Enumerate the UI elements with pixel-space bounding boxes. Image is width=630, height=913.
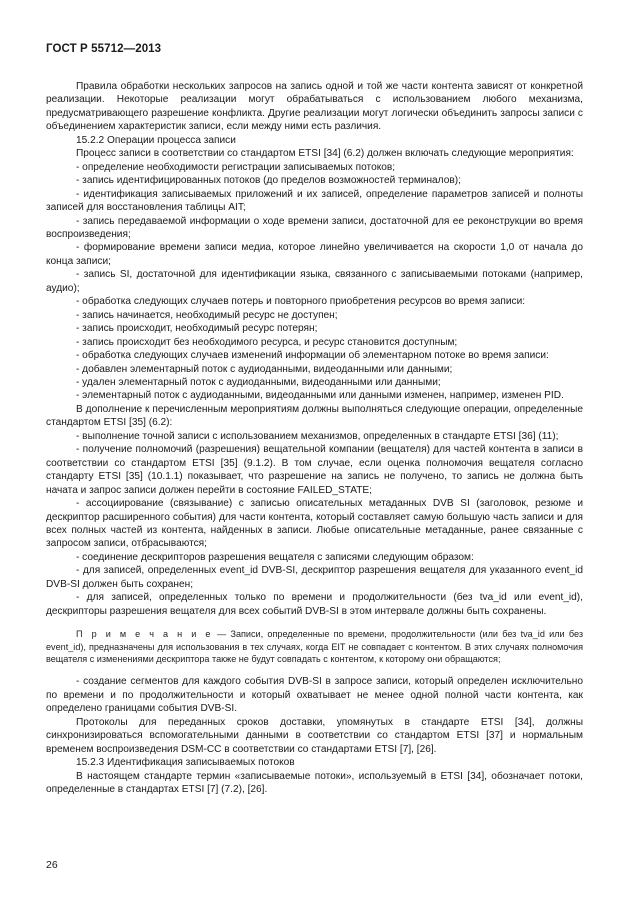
list-item: - получение полномочий (разрешения) вещательной компании (вещателя) для частей контента в записи в соответствии со стандартом ETSI [35] (9.1.2). В том случае, если оценка полномочия вещателя согласно стандарту ETSI [35] (10.1.1) показывает, что разрешение на запись не получено, то запись не должна быть начата и запрос записи должен перейти в состояние FAILED_STATE; bbox=[46, 444, 583, 496]
list-item: - для записей, определенных только по времени и продолжительности (без tva_id или event_id), дескрипторы разрешения вещателя для всех событий DVB-SI в этом интервале должны быть сохранены. bbox=[46, 592, 583, 617]
list-item: - запись передаваемой информации о ходе времени записи, достаточной для ее реконструкции во время воспроизведения; bbox=[46, 215, 583, 240]
list-item: - формирование времени записи медиа, которое линейно увеличивается на скорости 1,0 от начала до конца записи; bbox=[46, 242, 583, 267]
paragraph: Процесс записи в соответствии со стандартом ETSI [34] (6.2) должен включать следующие мероприятия: bbox=[76, 148, 574, 160]
running-header: ГОСТ Р 55712—2013 bbox=[46, 43, 162, 55]
list-item: - запись идентифицированных потоков (до пределов возможностей терминалов); bbox=[76, 175, 461, 187]
list-item: - запись SI, достаточной для идентификации языка, связанного с записываемыми потоками (например, аудио); bbox=[46, 269, 583, 294]
list-item: - идентификация записываемых приложений и их записей, определение параметров записей и полноты записей для восстановления таблицы AIT; bbox=[46, 188, 583, 214]
list-item: - удален элементарный поток с аудиоданными, видеоданными или данными; bbox=[76, 376, 441, 388]
paragraph-list bbox=[46, 80, 583, 618]
list-item: - обработка следующих случаев потерь и повторного приобретения ресурсов во время записи: bbox=[76, 296, 526, 308]
list-item: - определение необходимости регистрации записываемых потоков; bbox=[76, 161, 396, 173]
list-item: - обработка следующих случаев изменений информации об элементарном потоке во время записи: bbox=[76, 350, 549, 362]
paragraph-list-after-note bbox=[46, 675, 583, 796]
list-item: - ассоциирование (связывание) с записью описательных метаданных DVB SI (заголовок, резюме и дескриптор расширенного события) для части контента, который составляет самую большую часть записи и для всех полных частей из контента, найденных в записи. Любые описательные метаданные, ранее связанные с запросом записи, отбрасываются; bbox=[46, 498, 583, 550]
note-text: — Записи, определенные по времени, продолжительности (или без tva_id или без event_id), предназначены для использования в тех случаях, когда EIT не совпадает с контентом. В этих случаях полномочия вещателя с изменениями дескриптора также не будут совпадать с контентом, к которому они обращаются; bbox=[46, 629, 583, 664]
paragraph: Протоколы для переданных сроков доставки, упомянутых в стандарте ETSI [34], должны синхронизироваться вспомогательными данными в соответствии со стандартом ETSI [37] и нормальным временем воспроизведения DSM-CC в соответствии со стандартами ETSI [7], [26]. bbox=[46, 716, 583, 755]
list-item: - создание сегментов для каждого события DVB-SI в запросе записи, который определен исключительно по времени и по продолжительности и который охватывает не менее одной полной части контента, как определено границами события DVB-SI. bbox=[46, 676, 583, 715]
list-item: - соединение дескрипторов разрешения вещателя с записями следующим образом: bbox=[76, 551, 474, 563]
paragraph: Правила обработки нескольких запросов на запись одной и той же части контента зависят от конкретной реализации. Некоторые реализации могут обрабатываться с использованием любого механизма, предусматривающего разрешение конфликта. Другие реализации могут логически объединить запросы записи с объединением характеристик записи, если между ними есть различия. bbox=[46, 81, 583, 133]
list-item: - для записей, определенных event_id DVB-SI, дескриптор разрешения вещателя для указанного event_id DVB-SI должен быть сохранен; bbox=[46, 565, 583, 590]
paragraph: В настоящем стандарте термин «записываемые потоки», используемый в ETSI [34], обозначает потоки, определенные в стандартах ETSI [7] (7.2), [26]. bbox=[46, 770, 583, 795]
section-heading: 15.2.3 Идентификация записываемых потоков bbox=[76, 757, 295, 769]
note-paragraph bbox=[46, 628, 583, 665]
page-body bbox=[46, 80, 583, 796]
list-item: - выполнение точной записи с использованием механизмов, определенных в стандарте ETSI [36] (11); bbox=[76, 430, 559, 442]
note-label: П р и м е ч а н и е bbox=[76, 629, 213, 640]
list-item: - запись происходит, необходимый ресурс потерян; bbox=[76, 323, 318, 335]
section-heading: 15.2.2 Операции процесса записи bbox=[76, 134, 236, 146]
list-item: - добавлен элементарный поток с аудиоданными, видеоданными или данными; bbox=[76, 363, 453, 375]
page-number: 26 bbox=[46, 859, 58, 871]
paragraph: В дополнение к перечисленным мероприятиям должны выполняться следующие операции, определенные стандартом ETSI [35] (6.2): bbox=[46, 403, 583, 429]
list-item: - запись происходит без необходимого ресурса, и ресурс становится доступным; bbox=[76, 336, 458, 348]
list-item: - элементарный поток с аудиоданными, видеоданными или данными изменен, например, изменен PID. bbox=[76, 390, 564, 402]
list-item: - запись начинается, необходимый ресурс не доступен; bbox=[76, 309, 338, 321]
